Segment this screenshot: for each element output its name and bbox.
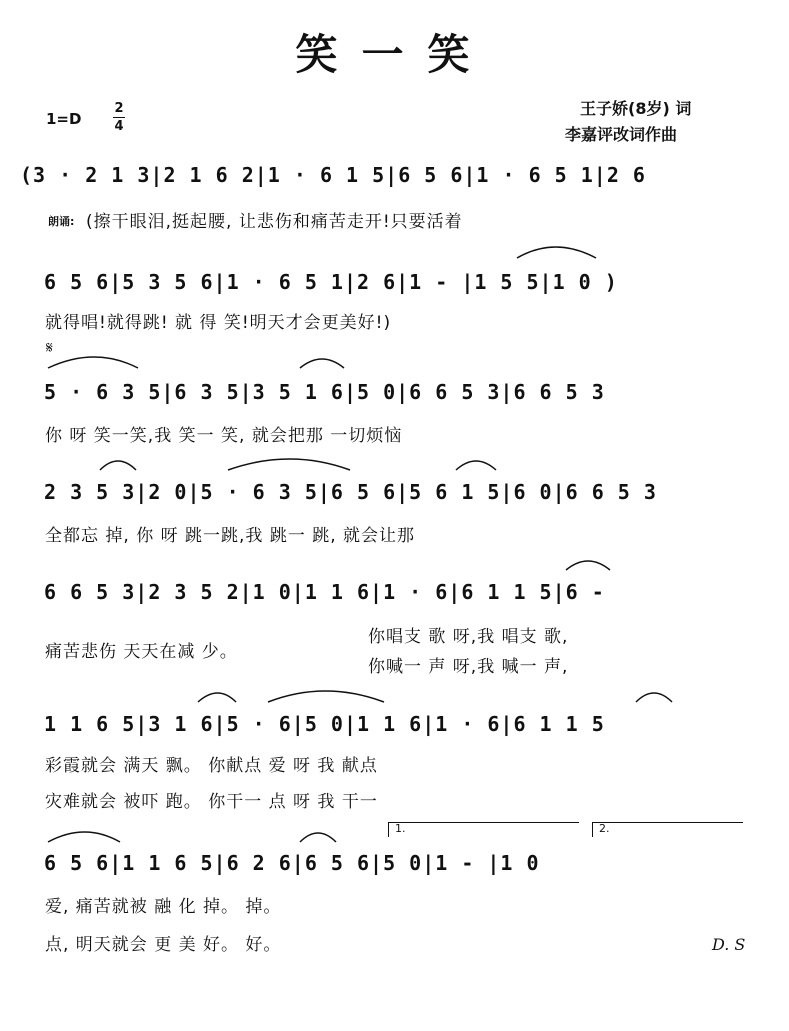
- lyrics-line-1: (擦干眼泪,挺起腰, 让悲伤和痛苦走开!只要活着: [86, 212, 463, 232]
- notes-line-2: 6 5 6|5 3 5 6|1 · 6 5 1|2 6|1 - |1 5 5|1 0 ): [44, 270, 618, 294]
- dal-segno-mark: D. S: [712, 935, 746, 954]
- notes-line-3: 5 · 6 3 5|6 3 5|3 5 1 6|5 0|6 6 5 3|6 6 5 3: [44, 380, 605, 404]
- slur: [228, 459, 350, 470]
- meter-bottom: 4: [114, 119, 124, 134]
- lyrics-line-5-verse-1: 你唱支 歌 呀,我 唱支 歌,: [368, 627, 569, 647]
- lyrics-line-5-a: 痛苦悲伤 天天在减 少。: [45, 642, 238, 662]
- slur: [300, 833, 336, 842]
- key-signature: 1=D: [46, 110, 82, 128]
- notes-line-1: (3 · 2 1 3|2 1 6 2|1 · 6 1 5|6 5 6|1 · 6 5 1|2 6: [20, 163, 646, 187]
- slur: [48, 832, 120, 842]
- notes-line-4: 2 3 5 3|2 0|5 · 6 3 5|6 5 6|5 6 1 5|6 0|6 6 5 3: [44, 480, 657, 504]
- lyrics-line-7-verse-1: 爱, 痛苦就被 融 化 掉。 掉。: [45, 897, 282, 917]
- lyrics-line-5-verse-2: 你喊一 声 呀,我 喊一 声,: [368, 657, 569, 677]
- lyrics-line-3: 你 呀 笑一笑,我 笑一 笑, 就会把那 一切烦恼: [45, 426, 403, 446]
- slur: [566, 561, 610, 570]
- slur: [517, 247, 596, 258]
- lyricist-credit: 王子娇(8岁) 词: [580, 99, 692, 118]
- slur: [268, 691, 384, 702]
- meter-top: 2: [114, 101, 124, 116]
- lyrics-line-2: 就得唱!就得跳! 就 得 笑!明天才会更美好!): [45, 313, 392, 333]
- first-ending-label: 1.: [395, 822, 406, 835]
- second-ending-label: 2.: [599, 822, 610, 835]
- page-title: 笑一笑: [295, 30, 494, 79]
- lyrics-line-6-verse-1: 彩霞就会 满天 飘。 你献点 爱 呀 我 献点: [45, 756, 378, 776]
- first-ending-bracket: [388, 822, 579, 837]
- notes-line-7: 6 5 6|1 1 6 5|6 2 6|6 5 6|5 0|1 - |1 0: [44, 851, 540, 875]
- recitation-label: 朗诵:: [48, 215, 75, 228]
- slur: [198, 693, 236, 702]
- segno-sign: 𝄋: [46, 338, 53, 357]
- slur: [456, 461, 496, 470]
- lyrics-line-4: 全都忘 掉, 你 呀 跳一跳,我 跳一 跳, 就会让那: [45, 526, 416, 546]
- lyrics-line-6-verse-2: 灾难就会 被吓 跑。 你干一 点 呀 我 干一: [45, 792, 378, 812]
- slur: [100, 461, 136, 470]
- time-signature: [113, 100, 125, 135]
- notes-line-5: 6 6 5 3|2 3 5 2|1 0|1 1 6|1 · 6|6 1 1 5|6 -: [44, 580, 605, 604]
- lyrics-line-7-verse-2: 点, 明天就会 更 美 好。 好。: [45, 935, 282, 955]
- second-ending-bracket: [592, 822, 743, 837]
- slur: [300, 359, 344, 368]
- notes-line-6: 1 1 6 5|3 1 6|5 · 6|5 0|1 1 6|1 · 6|6 1 1 5: [44, 712, 605, 736]
- composer-credit: 李嘉评改词作曲: [565, 125, 678, 144]
- slur: [636, 693, 672, 702]
- slur: [48, 357, 138, 368]
